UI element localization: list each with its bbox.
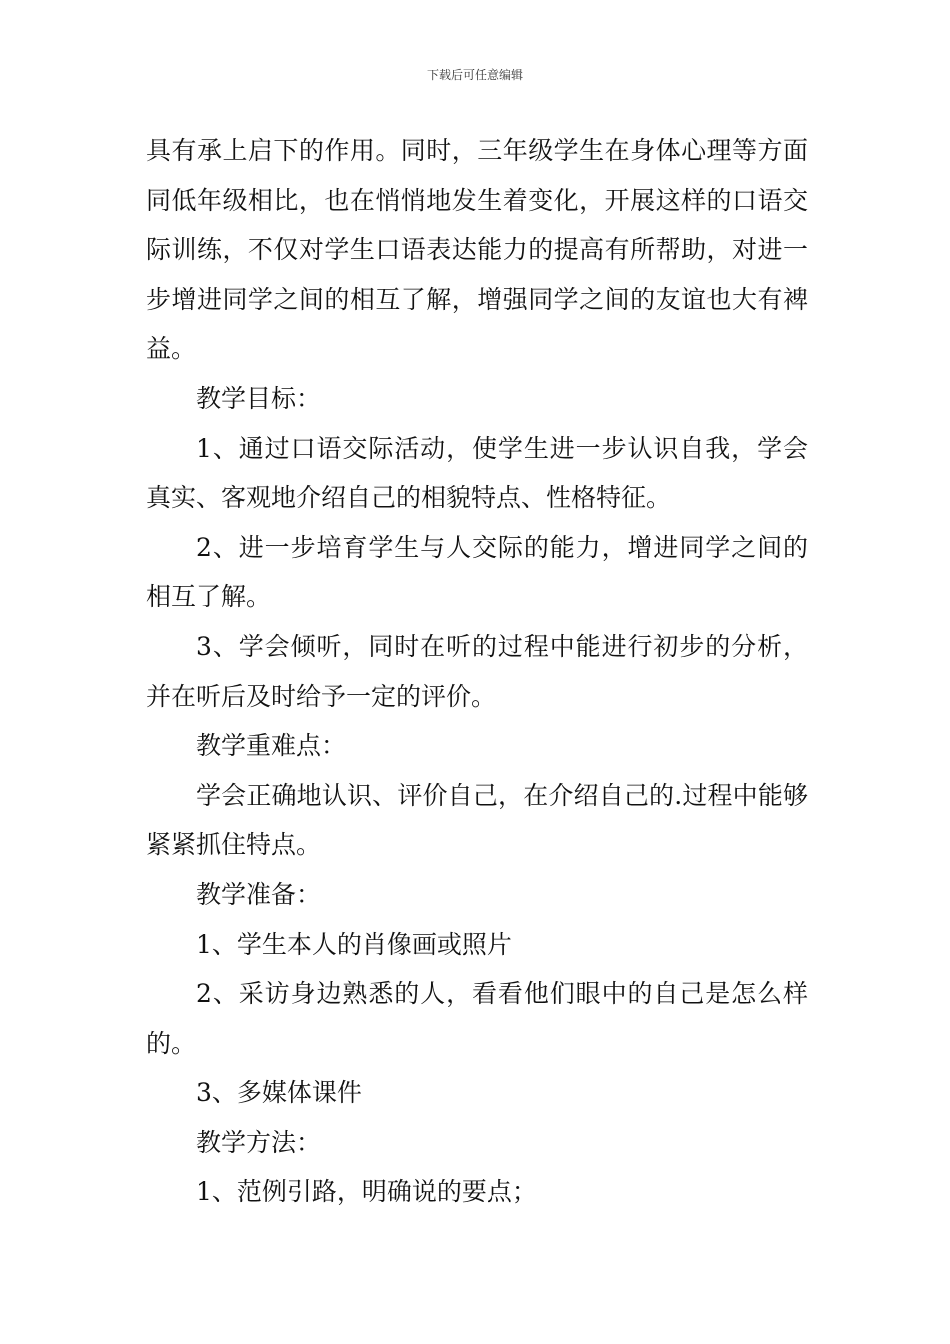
heading-teaching-goals: 教学目标： xyxy=(196,383,322,413)
goal-item-2: 2、进一步培育学生与人交际的能力，增进同学之间的相互了解。 xyxy=(146,532,808,612)
goal-item-1: 1、通过口语交际活动，使学生进一步认识自我，学会真实、客观地介绍自己的相貌特点、性格特征。 xyxy=(146,433,808,513)
preparation-item-3: 3、多媒体课件 xyxy=(196,1078,362,1108)
key-difficulties-text: 学会正确地认识、评价自己，在介绍自己的.过程中能够紧紧抓住特点。 xyxy=(146,780,808,860)
method-item-1: 1、范例引路，明确说的要点； xyxy=(196,1177,537,1207)
preparation-item-1: 1、学生本人的肖像画或照片 xyxy=(196,929,512,959)
heading-teaching-methods: 教学方法： xyxy=(196,1127,322,1157)
page-header: 下载后可任意编辑 xyxy=(426,68,523,82)
goal-item-3: 3、学会倾听，同时在听的过程中能进行初步的分析，并在听后及时给予一定的评价。 xyxy=(146,631,808,711)
preparation-item-2: 2、采访身边熟悉的人，看看他们眼中的自己是怎么样的。 xyxy=(146,979,808,1058)
heading-preparation: 教学准备： xyxy=(196,879,322,909)
paragraph-intro-continued: 具有承上启下的作用。同时，三年级学生在身体心理等方面同低年级相比，也在悄悄地发生着变化，开展这样的口语交际训练，不仅对学生口语表达能力的提高有所帮助，对进一步增进同学之间的相互了解，增强同学之间的友谊也大有裨益。 xyxy=(146,136,808,364)
document-body xyxy=(146,126,808,1217)
heading-key-difficulties: 教学重难点： xyxy=(196,731,347,761)
